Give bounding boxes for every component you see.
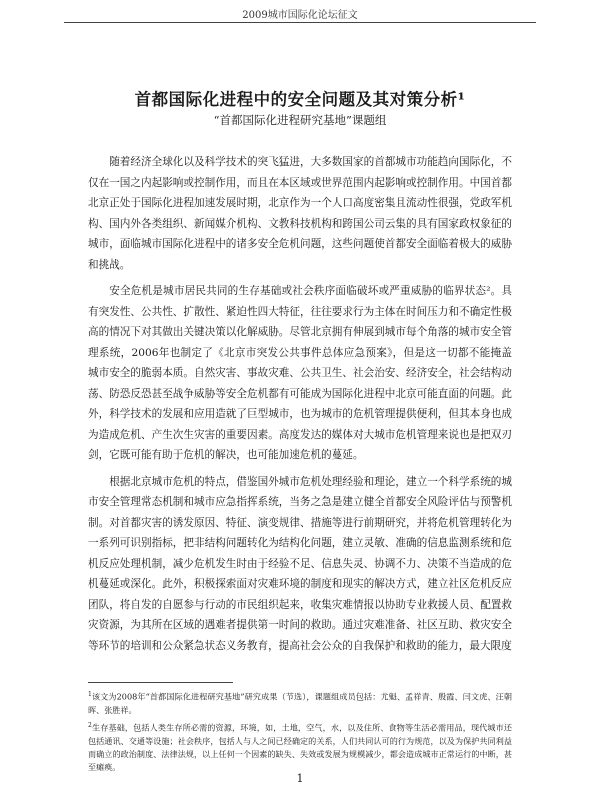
footnote-mark: 2 xyxy=(88,722,92,730)
paragraph: 随着经济全球化以及科学技术的突飞猛进，大多数国家的首都城市功能趋向国际化，不仅在一国之内起影响或控制作用，而且在本区域或世界范围内起影响或控制作用。中国首都北京正处于国际化进程加速发展时期，北京作为一个人口高度密集且流动性很强，党政军机构、国内外各类组织、新闻媒介机构、文教科技机构和跨国公司云集的具有国家政权象征的城市，面临城市国际化进程中的诸多安全危机问题，这些问题使首都安全面临着极大的威胁和挑战。 xyxy=(88,156,512,271)
footnotes xyxy=(88,688,512,777)
paper-title: 首都国际化进程中的安全问题及其对策分析¹ xyxy=(134,90,466,109)
header-divider xyxy=(64,22,536,23)
footnote-mark: 1 xyxy=(88,691,92,698)
page-number: 1 xyxy=(296,772,304,785)
paragraph: 安全危机是城市居民共同的生存基础或社会秩序面临破坏或严重威胁的临界状态²。具有突发性、公共性、扩散性、紧迫性四大特征，往往要求行为主体在时间压力和不确定性极高的情况下对其做出关键决策以化解威胁。尽管北京拥有伸展到城市每个角落的城市安全管理系统，2006年也制定了《北京市突发公共事件总体应急预案》，但是这一切都不能掩盖城市安全的脆弱本质。自然灾害、事故灾难、公共卫生、社会治安、经济安全，社会结构动荡、防恐反恐甚至战争威胁等安全危机都有可能成为国际化进程中北京可能直面的问题。此外，科学技术的发展和应用造就了巨型城市，也为城市的危机管理提供便利，但其本身也成为造成危机、产生次生灾害的重要因素。高度发达的媒体对大城市危机管理来说也是把双刃剑，它既可能有助于危机的解决，也可能加速危机的蔓延。 xyxy=(88,285,512,461)
footnote xyxy=(88,719,512,775)
footnote xyxy=(88,688,512,717)
footnote-text: 生存基础，包括人类生存所必需的资源，环境，如，土地，空气，水，以及住所、食物等生活必需用品，现代城市还包括通讯、交通等设施；社会秩序，包括人与人之间已经确定的关系，人们共同认可的行为规范，以及为保护共同利益而确立的政治制度、法律法规，以上任何一个因素的缺失、失效或发展为规模减少，都会造成城市正常运行的中断，甚至瘫痪。 xyxy=(88,722,512,773)
footnote-divider xyxy=(88,682,233,683)
paper-authors: “首都国际化进程研究基地”课题组 xyxy=(213,113,387,127)
footnote-text: 该文为2008年“首都国际化进程研究基地”研究成果（节选），课题组成员包括：尤魁、孟祥青、殷霞、闫文虎、汪朝晖、张胜祥。 xyxy=(88,691,512,715)
running-header: 2009城市国际化论坛征文 xyxy=(242,10,358,21)
body-text xyxy=(88,152,512,662)
paragraph: 根据北京城市危机的特点，借鉴国外城市危机处理经验和理论，建立一个科学系统的城市安全管理常态机制和城市应急指挥系统，当务之急是建立健全首都安全风险评估与预警机制。对首都灾害的诱发原因、特征、演变规律、措施等进行前期研究，并将危机管理转化为一系列可识别指标，把非结构问题转化为结构化问题，建立灵敏、准确的信息监测系统和危机反应处理机制，减少危机发生时由于经验不足、信息失灵、协调不力、决策不当造成的危机蔓延或深化。此外，积极探索面对灾难环境的制度和现实的解决方式，建立社区危机反应团队，将自发的自愿参与行动的市民组织起来，收集灾难情报以协助专业救援人员、配置救灾资源，为其所在区域的遇难者提供第一时间的救助。通过灾难准备、社区互助、救灾安全等环节的培训和公众紧急状态义务教育，提高社会公众的自我保护和救助的能力，最大限度 xyxy=(88,475,512,652)
